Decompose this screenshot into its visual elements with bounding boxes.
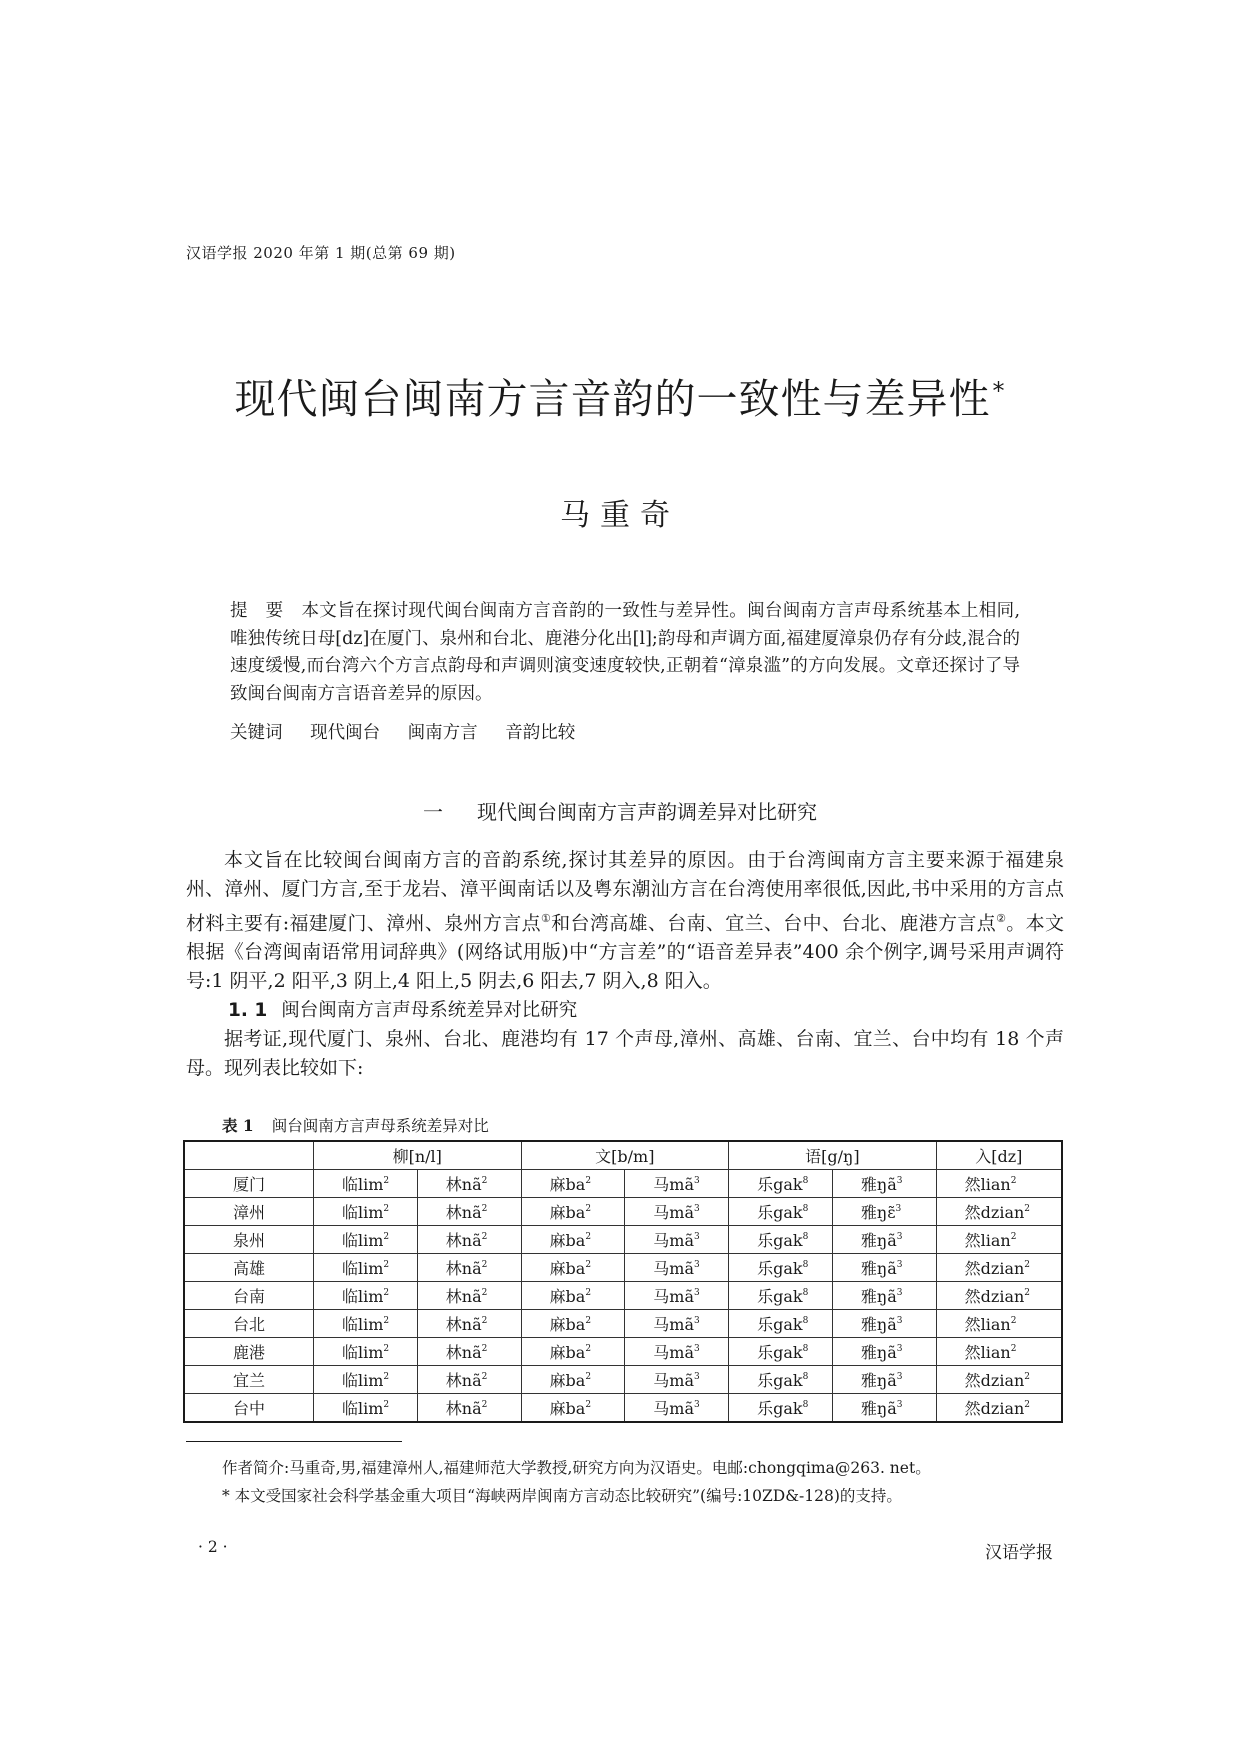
cell-tone-number: 8 [802,1344,809,1354]
paragraph-1 [186,846,1064,996]
cell-reading: 雅ŋã [860,1175,897,1194]
cell-reading: 马mã [653,1259,695,1278]
cell-tone-number: 2 [481,1232,488,1242]
cell-tone-number: 2 [1010,1344,1017,1354]
cell-tone-number: 2 [585,1344,592,1354]
cell-reading: 乐gak [757,1287,803,1306]
cell-reading: 临lim [341,1399,384,1418]
table-caption-number: 表 1 [222,1116,254,1135]
cell-tone-number: 3 [694,1260,700,1270]
subsection-number: 1. 1 [228,1000,268,1022]
page-number: · 2 · [198,1538,228,1556]
cell-reading: 林nã [445,1259,482,1278]
table-cell [313,1282,417,1310]
title-text: 现代闽台闽南方言音韵的一致性与差异性 [234,375,991,423]
table-cell-place: 台南 [184,1282,313,1310]
table-header-col-1: 柳[n/l] [313,1141,521,1170]
cell-reading: 乐gak [757,1203,803,1222]
table-cell-place: 宜兰 [184,1366,313,1394]
table-cell [417,1394,521,1423]
cell-tone-number: 3 [896,1400,903,1410]
cell-reading: 麻ba [549,1175,586,1194]
cell-reading: 临lim [341,1371,384,1390]
cell-reading: 麻ba [549,1343,586,1362]
table-header-col-2: 文[b/m] [521,1141,729,1170]
cell-reading: 然dzian [964,1371,1025,1390]
table-header-blank [184,1141,313,1170]
table-cell [729,1394,833,1423]
cell-tone-number: 3 [694,1288,700,1298]
subsection-title: 闽台闽南方言声母系统差异对比研究 [281,1000,578,1022]
cell-reading: 麻ba [549,1371,586,1390]
cell-tone-number: 2 [481,1372,488,1382]
initials-comparison-table [183,1140,1063,1423]
cell-reading: 然lian [964,1175,1011,1194]
cell-reading: 林nã [445,1231,482,1250]
table-cell [625,1170,729,1198]
cell-reading: 马mã [653,1399,695,1418]
cell-reading: 林nã [445,1343,482,1362]
cell-tone-number: 2 [481,1344,488,1354]
cell-reading: 麻ba [549,1203,586,1222]
table-cell [417,1226,521,1254]
table-cell [521,1338,625,1366]
cell-tone-number: 3 [896,1260,903,1270]
cell-reading: 麻ba [549,1259,586,1278]
section-title: 现代闽台闽南方言声韵调差异对比研究 [477,800,817,824]
cell-reading: 林nã [445,1287,482,1306]
table-cell [832,1254,936,1282]
cell-reading: 林nã [445,1371,482,1390]
table-cell [729,1254,833,1282]
table-cell [417,1198,521,1226]
cell-reading: 乐gak [757,1399,803,1418]
cell-tone-number: 2 [383,1288,390,1298]
cell-reading: 乐gak [757,1343,803,1362]
cell-tone-number: 3 [896,1372,903,1382]
cell-tone-number: 2 [481,1288,488,1298]
cell-tone-number: 2 [383,1232,390,1242]
keyword-3: 音韵比较 [505,723,576,743]
footnote-divider [186,1441,402,1442]
table-cell [832,1394,936,1423]
cell-reading: 临lim [341,1175,384,1194]
keywords [230,719,575,744]
cell-reading: 然dzian [964,1259,1025,1278]
cell-reading: 临lim [341,1315,384,1334]
table-cell-place: 泉州 [184,1226,313,1254]
paper-title [0,366,1240,425]
table-cell [832,1170,936,1198]
footnote-author-bio: 作者简介:马重奇,男,福建漳州人,福建师范大学教授,研究方向为汉语史。电邮:chongqima@263. net。 [222,1459,931,1477]
cell-tone-number: 2 [1010,1316,1017,1326]
table-cell-place: 厦门 [184,1170,313,1198]
table-cell [313,1170,417,1198]
table-cell [625,1226,729,1254]
paragraph-1-part-c: 。本文根据《台湾闽南语常用词辞典》(网络试用版)中“方言差”的“语音差异表”400 余个例字,调号采用声调符号:1 阴平,2 阳平,3 阴上,4 阳上,5 阴去,6 阳去,7 阴入,8 阳入。 [186,912,1064,993]
cell-reading: 雅ŋã [860,1399,897,1418]
cell-tone-number: 2 [585,1232,592,1242]
table-cell [936,1310,1062,1338]
cell-reading: 乐gak [757,1175,803,1194]
table-cell [729,1338,833,1366]
cell-reading: 临lim [341,1259,384,1278]
table-cell [521,1394,625,1423]
table-cell [936,1338,1062,1366]
cell-reading: 麻ba [549,1287,586,1306]
cell-tone-number: 8 [802,1204,809,1214]
table-cell [313,1198,417,1226]
cell-tone-number: 3 [896,1316,903,1326]
table-cell [625,1254,729,1282]
table-cell [521,1282,625,1310]
cell-reading: 雅ŋã [860,1259,897,1278]
table-cell [729,1366,833,1394]
cell-tone-number: 8 [802,1232,809,1242]
cell-tone-number: 2 [383,1204,390,1214]
cell-tone-number: 2 [481,1260,488,1270]
cell-reading: 马mã [653,1175,695,1194]
table-cell [625,1366,729,1394]
cell-tone-number: 8 [802,1400,809,1410]
table-row [184,1310,1062,1338]
table-cell [936,1254,1062,1282]
cell-tone-number: 3 [694,1344,700,1354]
cell-tone-number: 2 [383,1372,390,1382]
cell-reading: 雅ŋã [860,1371,897,1390]
cell-tone-number: 2 [383,1400,390,1410]
cell-reading: 然dzian [964,1399,1025,1418]
cell-tone-number: 8 [802,1372,809,1382]
footnote-mark-2: ② [996,912,1007,925]
cell-reading: 林nã [445,1315,482,1334]
table-cell [313,1310,417,1338]
cell-reading: 林nã [445,1399,482,1418]
abstract-label: 提 要 [230,601,284,621]
footer-journal-name: 汉语学报 [985,1543,1053,1563]
cell-tone-number: 2 [1024,1204,1031,1214]
cell-tone-number: 2 [1024,1400,1031,1410]
table-row [184,1282,1062,1310]
table-row [184,1338,1062,1366]
cell-reading: 然lian [964,1343,1011,1362]
table-cell [625,1198,729,1226]
cell-reading: 马mã [653,1315,695,1334]
cell-tone-number: 2 [1024,1288,1031,1298]
table-caption-text: 闽台闽南方言声母系统差异对比 [271,1117,489,1135]
cell-reading: 林nã [445,1203,482,1222]
cell-reading: 然lian [964,1315,1011,1334]
table-cell [832,1198,936,1226]
table-row [184,1394,1062,1423]
table-cell [313,1226,417,1254]
table-cell [625,1338,729,1366]
table-cell [625,1310,729,1338]
section-heading [0,796,1240,825]
cell-reading: 麻ba [549,1399,586,1418]
table-cell [417,1282,521,1310]
table-cell [521,1198,625,1226]
table-cell [521,1310,625,1338]
table-cell [729,1198,833,1226]
paragraph-1-part-a: 本文旨在比较闽台闽南方言的音韵系统,探讨其差异的原因。由于台湾闽南方言主要来源于福建泉州、漳州、厦门方言,至于龙岩、漳平闽南话以及粤东潮汕方言在台湾使用率很低,因此,书中采用的方言点材料主要有:福建厦门、漳州、泉州方言点 [186,849,1064,935]
cell-tone-number: 2 [1024,1260,1031,1270]
cell-reading: 雅ŋã [860,1287,897,1306]
table-cell [936,1198,1062,1226]
keyword-2: 闽南方言 [407,723,478,743]
cell-tone-number: 2 [383,1260,390,1270]
abstract-text: 本文旨在探讨现代闽台闽南方言音韵的一致性与差异性。闽台闽南方言声母系统基本上相同,唯独传统日母[dz]在厦门、泉州和台北、鹿港分化出[l];韵母和声调方面,福建厦漳泉仍存有分歧,混合的速度缓慢,而台湾六个方言点韵母和声调则演变速度较快,正朝着“漳泉滥”的方向发展。文章还探讨了导致闽台闽南方言语音差异的原因。 [230,601,1021,704]
table-cell [936,1226,1062,1254]
table-cell [417,1254,521,1282]
paragraph-2: 据考证,现代厦门、泉州、台北、鹿港均有 17 个声母,漳州、高雄、台南、宜兰、台中均有 18 个声母。现列表比较如下: [186,1028,1064,1080]
table-body [184,1170,1062,1423]
cell-tone-number: 2 [585,1316,592,1326]
cell-reading: 麻ba [549,1231,586,1250]
cell-tone-number: 3 [694,1204,700,1214]
cell-tone-number: 3 [694,1372,700,1382]
cell-tone-number: 3 [694,1232,700,1242]
table-cell [417,1338,521,1366]
table-row [184,1366,1062,1394]
table-cell [936,1282,1062,1310]
cell-reading: 然lian [964,1231,1011,1250]
cell-tone-number: 8 [802,1288,809,1298]
table-cell [313,1338,417,1366]
cell-reading: 马mã [653,1287,695,1306]
table-header-col-3: 语[g/ŋ] [729,1141,937,1170]
title-footnote-mark: * [992,377,1006,405]
table-cell [832,1338,936,1366]
journal-header: 汉语学报 2020 年第 1 期(总第 69 期) [186,244,456,262]
table-cell [625,1394,729,1423]
cell-tone-number: 2 [585,1400,592,1410]
cell-tone-number: 3 [896,1288,903,1298]
cell-tone-number: 3 [694,1400,700,1410]
cell-tone-number: 8 [802,1316,809,1326]
table-row [184,1198,1062,1226]
footnote-funding: * 本文受国家社会科学基金重大项目“海峡两岸闽南方言动态比较研究”(编号:10ZD&-128)的支持。 [222,1487,902,1505]
table-cell-place: 台北 [184,1310,313,1338]
author-name: 马重奇 [560,498,680,533]
cell-tone-number: 2 [383,1316,390,1326]
keyword-1: 现代闽台 [310,723,381,743]
table-cell [625,1282,729,1310]
cell-tone-number: 2 [1010,1176,1017,1186]
table-caption [222,1114,489,1136]
cell-reading: 乐gak [757,1231,803,1250]
cell-tone-number: 3 [896,1176,903,1186]
cell-tone-number: 3 [694,1316,700,1326]
cell-tone-number: 2 [585,1288,592,1298]
cell-reading: 雅ŋã [860,1231,897,1250]
cell-reading: 马mã [653,1231,695,1250]
cell-reading: 马mã [653,1343,695,1362]
table-cell [313,1366,417,1394]
cell-reading: 乐gak [757,1259,803,1278]
table-cell-place: 鹿港 [184,1338,313,1366]
cell-tone-number: 8 [802,1260,809,1270]
subsection-heading [186,996,1064,1025]
cell-reading: 雅ŋɛ̃ [860,1203,896,1222]
table-cell [417,1170,521,1198]
cell-tone-number: 3 [896,1344,903,1354]
table-cell-place: 漳州 [184,1198,313,1226]
cell-tone-number: 3 [895,1204,902,1214]
table-cell [521,1366,625,1394]
cell-tone-number: 8 [802,1176,809,1186]
cell-tone-number: 3 [694,1176,700,1186]
paragraph-1-part-b: 和台湾高雄、台南、宜兰、台中、台北、鹿港方言点 [551,912,997,935]
table-cell [521,1254,625,1282]
table-row [184,1254,1062,1282]
cell-tone-number: 2 [481,1204,488,1214]
cell-reading: 林nã [445,1175,482,1194]
table-cell [521,1170,625,1198]
table-cell [936,1170,1062,1198]
table-cell [729,1226,833,1254]
body-text [186,846,1064,1083]
table-cell [417,1310,521,1338]
cell-tone-number: 2 [383,1176,390,1186]
cell-reading: 临lim [341,1343,384,1362]
cell-reading: 雅ŋã [860,1343,897,1362]
section-number: 一 [423,800,443,824]
table-cell [936,1394,1062,1423]
table-cell [729,1310,833,1338]
table-cell [936,1366,1062,1394]
table-cell-place: 高雄 [184,1254,313,1282]
table-cell [521,1226,625,1254]
cell-reading: 乐gak [757,1315,803,1334]
cell-reading: 然dzian [964,1287,1025,1306]
cell-tone-number: 2 [1010,1232,1017,1242]
abstract [230,598,1020,708]
table-row [184,1226,1062,1254]
cell-tone-number: 2 [481,1316,488,1326]
cell-tone-number: 3 [896,1232,903,1242]
cell-reading: 临lim [341,1203,384,1222]
table-cell [832,1282,936,1310]
table-cell [832,1366,936,1394]
cell-tone-number: 2 [1024,1372,1031,1382]
cell-tone-number: 2 [481,1176,488,1186]
table-row [184,1170,1062,1198]
table-cell [832,1310,936,1338]
cell-tone-number: 2 [383,1344,390,1354]
table-header-row [184,1141,1062,1170]
cell-tone-number: 2 [585,1260,592,1270]
cell-tone-number: 2 [585,1204,592,1214]
table-cell [832,1226,936,1254]
cell-reading: 马mã [653,1371,695,1390]
cell-tone-number: 2 [481,1400,488,1410]
footnote-mark-1: ① [540,912,552,925]
table-cell [729,1282,833,1310]
cell-tone-number: 2 [585,1176,592,1186]
table-header-col-4: 入[dz] [936,1141,1062,1170]
keywords-label: 关键词 [230,723,283,743]
table-cell [729,1170,833,1198]
cell-reading: 然dzian [964,1203,1025,1222]
cell-reading: 马mã [653,1203,695,1222]
table-cell [313,1254,417,1282]
table-cell [417,1366,521,1394]
cell-reading: 雅ŋã [860,1315,897,1334]
table-cell [313,1394,417,1423]
cell-reading: 临lim [341,1231,384,1250]
table-cell-place: 台中 [184,1394,313,1423]
cell-tone-number: 2 [585,1372,592,1382]
cell-reading: 临lim [341,1287,384,1306]
cell-reading: 麻ba [549,1315,586,1334]
cell-reading: 乐gak [757,1371,803,1390]
